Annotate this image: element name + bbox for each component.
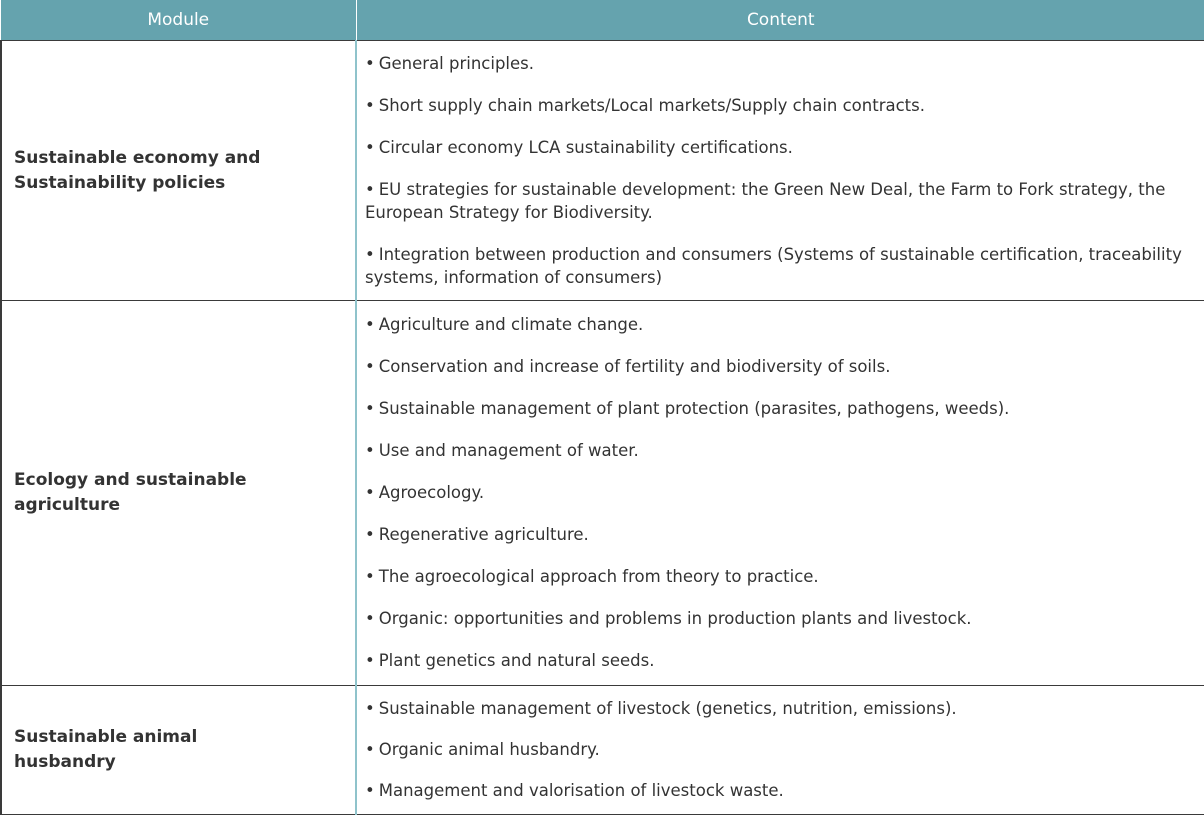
list-item-text: Circular economy LCA sustainability certifications. xyxy=(378,137,793,157)
table-row xyxy=(1,41,1204,301)
list-item-text: Use and management of water. xyxy=(378,441,639,460)
list-item-text: Regenerative agriculture. xyxy=(378,525,589,544)
list-item-text: Sustainable management of livestock (genetics, nutrition, emissions). xyxy=(378,698,957,718)
list-item-text: Agriculture and climate change. xyxy=(378,315,644,334)
table-row xyxy=(1,301,1204,686)
list-item-text: Agroecology. xyxy=(378,483,485,502)
list-item: • Conservation and increase of fertility and biodiversity of soils. xyxy=(365,357,891,376)
module-column-header: Module xyxy=(1,0,356,41)
header-row xyxy=(1,0,1204,41)
list-item-text: Organic animal husbandry. xyxy=(378,739,600,759)
list-item: • Organic animal husbandry. xyxy=(365,739,600,759)
table-body xyxy=(1,41,1204,815)
content-list xyxy=(365,689,1197,812)
content-list xyxy=(365,43,1197,299)
module-cell xyxy=(1,686,356,815)
list-item-text: Sustainable management of plant protection (parasites, pathogens, weeds). xyxy=(378,399,1010,418)
list-item-text: The agroecological approach from theory to practice. xyxy=(378,567,819,586)
module-name: Sustainable animal husbandry xyxy=(14,727,198,772)
list-item-text: Management and valorisation of livestock waste. xyxy=(378,780,784,800)
list-item-text: Short supply chain markets/Local markets/Supply chain contracts. xyxy=(378,95,925,115)
list-item: • Agriculture and climate change. xyxy=(365,315,644,334)
module-name: Ecology and sustainable agriculture xyxy=(14,470,247,515)
list-item: • Management and valorisation of livestock waste. xyxy=(365,780,784,800)
list-item-text: Plant genetics and natural seeds. xyxy=(378,651,655,670)
table-row xyxy=(1,686,1204,815)
content-list xyxy=(365,304,1197,682)
list-item: • Agroecology. xyxy=(365,483,485,502)
content-cell xyxy=(356,41,1204,301)
list-item: • Use and management of water. xyxy=(365,441,639,460)
module-name: Sustainable economy and Sustainability policies xyxy=(14,147,261,193)
list-item: • General principles. xyxy=(365,53,535,73)
list-item-text: Conservation and increase of fertility and biodiversity of soils. xyxy=(378,357,891,376)
module-cell xyxy=(1,41,356,301)
list-item: • Short supply chain markets/Local markets/Supply chain contracts. xyxy=(365,95,925,115)
list-item-text: Integration between production and consumers (Systems of sustainable certification, traceability systems, information of consumers) xyxy=(365,244,1182,287)
list-item-text: Organic: opportunities and problems in production plants and livestock. xyxy=(378,609,972,628)
list-item-text: EU strategies for sustainable development: the Green New Deal, the Farm to Fork strategy, the European Strategy for Biodiversity. xyxy=(365,179,1166,222)
content-cell xyxy=(356,686,1204,815)
module-cell xyxy=(1,301,356,686)
list-item: • EU strategies for sustainable development: the Green New Deal, the Farm to Fork strategy, the European Strategy for Biodiversity. xyxy=(365,179,1166,222)
table-header xyxy=(1,0,1204,41)
list-item: • Sustainable management of livestock (genetics, nutrition, emissions). xyxy=(365,698,957,718)
content-cell xyxy=(356,301,1204,686)
list-item: • Regenerative agriculture. xyxy=(365,525,589,544)
list-item-text: General principles. xyxy=(378,53,535,73)
list-item: • Circular economy LCA sustainability certifications. xyxy=(365,137,793,157)
list-item: • Sustainable management of plant protection (parasites, pathogens, weeds). xyxy=(365,399,1010,418)
content-column-header: Content xyxy=(356,0,1204,41)
list-item: • Organic: opportunities and problems in production plants and livestock. xyxy=(365,609,972,628)
list-item: • Integration between production and consumers (Systems of sustainable certification, traceability systems, information of consumers) xyxy=(365,244,1182,287)
list-item: • The agroecological approach from theory to practice. xyxy=(365,567,819,586)
list-item: • Plant genetics and natural seeds. xyxy=(365,651,655,670)
